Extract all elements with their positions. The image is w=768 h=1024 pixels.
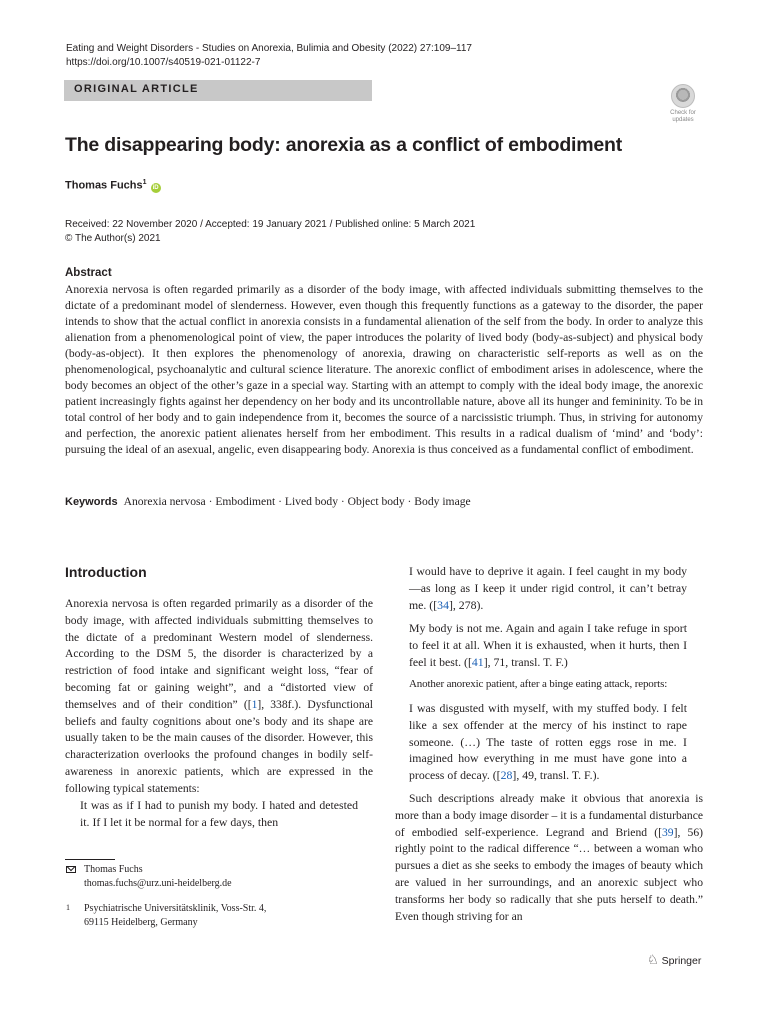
- block-quote-1-continued: I would have to deprive it again. I feel caught in my body—as long as I keep it under rigid control, it can’t betray me. ([34], 278).: [409, 564, 687, 612]
- affiliation: [84, 902, 266, 929]
- author-name[interactable]: Thomas Fuchs: [65, 179, 143, 192]
- abstract-text: Anorexia nervosa is often regarded primarily as a disorder of the body image, with affected individuals submitting themselves to the dictate of a predominant model of slenderness. However, even though this frequently functions as a gateway to the disorder, the paper intends to show that the actual conflict in anorexia consists in a fundamental alienation of the self from the body. In order to analyze this alienation from a phenomenological point of view, the paper introduces the polarity of lived body (body-as-subject) and physical body (body-as-object). It then explores the phenomenology of anorexia, drawing on characteristic self-reports as well as on the phenomenological, psychoanalytic and cultural science literature. The anorexic conflict of embodiment arises in adolescence, where the body becomes an object of the other’s gaze in a special way. Starting with an attempt to comply with the ideal body image, the anorexic patient increasingly fights against her dependency on her body and its uncontrollable nature, above all its hunger and femininity. To be in total control of her body and to gain independence from it, becomes the source of a narcissistic triumph. Thus, in striving for autonomy and perfection, the anorexic patient alienates herself from her embodiment. This results in a radical dualism of ‘mind’ and ‘body’: pursuing the ideal of an asexual, angelic, even disappearing body. Anorexia is thus conceived as a fundamental conflict of embodiment.: [65, 283, 703, 456]
- doi-link[interactable]: https://doi.org/10.1007/s40519-021-01122-7: [66, 57, 261, 68]
- article-type-label: ORIGINAL ARTICLE: [74, 83, 199, 95]
- springer-horse-icon: ♘: [647, 952, 659, 967]
- copyright: © The Author(s) 2021: [65, 233, 161, 244]
- history-dates: Received: 22 November 2020 / Accepted: 19 January 2021 / Published online: 5 March 2021: [65, 219, 476, 230]
- check-for-updates-icon: [671, 84, 695, 108]
- block-quote-1: It was as if I had to punish my body. I hated and detested it. If I let it be normal for a few days, then: [80, 798, 358, 829]
- author-line: [65, 179, 161, 193]
- citation-link[interactable]: 28: [500, 768, 513, 783]
- bridge-sentence: Another anorexic patient, after a binge eating attack, reports:: [409, 678, 668, 690]
- citation-link[interactable]: 34: [437, 597, 449, 612]
- author-affil-sup: 1: [142, 179, 147, 186]
- corresponding-author: [84, 863, 232, 890]
- check-for-updates-label-2: updates: [672, 116, 694, 123]
- contact-email[interactable]: thomas.fuchs@urz.uni-heidelberg.de: [84, 877, 232, 889]
- contact-name: Thomas Fuchs: [84, 864, 143, 875]
- check-for-updates-label-1: Check for: [670, 110, 696, 116]
- mail-icon: [66, 864, 76, 878]
- keywords: [65, 494, 471, 510]
- article-title: The disappearing body: anorexia as a conflict of embodiment: [65, 134, 623, 156]
- citation-link[interactable]: 39: [661, 825, 674, 839]
- publication-dates: [65, 218, 475, 246]
- publisher-name: Springer: [661, 955, 702, 967]
- citation-link[interactable]: 1: [251, 697, 258, 711]
- intro-paragraph-1: Anorexia nervosa is often regarded primarily as a disorder of the body image, with affected individuals submitting themselves to the dictate of a predominant Western model of slenderness. According to the DSM 5, the disorder is characterized by a restriction of food intake and significant weight loss, “fear of becoming fat or gaining weight”, and a “distorted view of themselves and of their condition” ([1], 338f.). Dysfunctional beliefs and faulty cognitions about one’s body and its shape are usually taken to be the main causes of the disorder. However, this characterization overlooks the profound changes in bodily self-awareness in anorexic patients, which are expressed in the following typical statements:: [65, 597, 374, 795]
- affiliation-number: 1: [66, 903, 70, 912]
- footnote-rule: [65, 859, 115, 860]
- section-heading-introduction: Introduction: [65, 564, 147, 580]
- check-for-updates-button[interactable]: [662, 84, 704, 124]
- block-quote-2: My body is not me. Again and again I take refuge in sport to feel it at all. When it is exhausted, when it hurts, then I feel it best. ([41], 71, transl. T. F.): [409, 621, 687, 669]
- affiliation-line-1: Psychiatrische Universitätsklinik, Voss-Str. 4,: [84, 903, 267, 914]
- keywords-list: Anorexia nervosa · Embodiment · Lived body · Object body · Body image: [123, 495, 471, 508]
- affiliation-line-2: 69115 Heidelberg, Germany: [84, 916, 198, 928]
- block-quote-3: I was disgusted with myself, with my stuffed body. I felt like a sex offender at the mercy of his instinct to rape someone. (…) The taste of rotten eggs rose in me. I imagined how everything in me must have gone into a process of decay. ([28], 49, transl. T. F.).: [409, 701, 687, 783]
- abstract-heading: Abstract: [65, 267, 112, 279]
- journal-citation: Eating and Weight Disorders - Studies on Anorexia, Bulimia and Obesity (2022) 27:109–117: [66, 43, 472, 54]
- orcid-icon[interactable]: iD: [152, 184, 159, 191]
- intro-paragraph-2: Such descriptions already make it obvious that anorexia is more than a body image disorder – it is a fundamental disturbance of embodied self-experience. Legrand and Briend ([39], 56) rightly point to the radical difference “… between a woman who pursues a diet as she seeks to embody the images of beauty which are valued in her surroundings, and an anorexic subject who transforms her body so radically that she puts herself to death.” Even though striving for an: [395, 792, 704, 923]
- publisher-logo: [647, 952, 701, 968]
- article-type-badge: [64, 80, 372, 101]
- keywords-label: Keywords: [65, 496, 118, 508]
- citation-link[interactable]: 41: [471, 654, 484, 669]
